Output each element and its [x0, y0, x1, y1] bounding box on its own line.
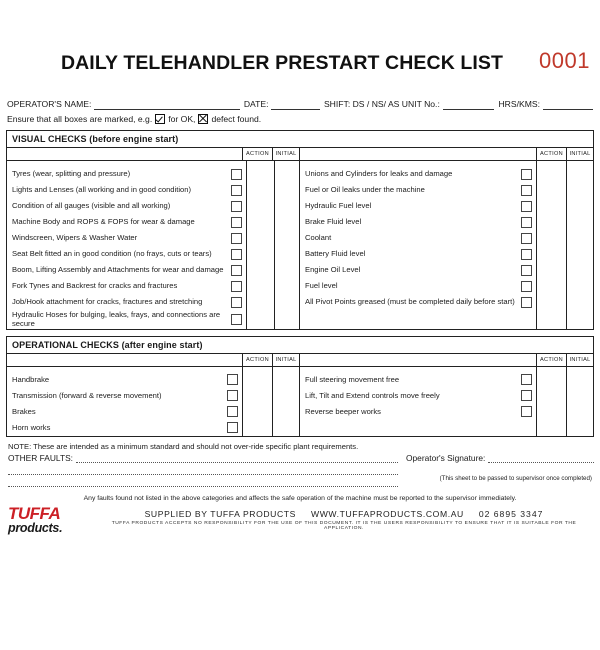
- action-column-header: ACTION: [536, 354, 566, 366]
- operational-checks-left-column: [7, 354, 300, 436]
- checklist-item-label: Lift, Tilt and Extend controls move freely: [305, 391, 440, 401]
- checklist-row: [7, 278, 246, 294]
- footer-disclaimer: TUFFA PRODUCTS ACCEPTS NO RESPONSIBILITY FOR THE USE OF THIS DOCUMENT. IT IS THE USERS RESPONSIBILITY TO ENSURE THAT IT IS SUITABLE FOR THE APPLICATION.: [111, 520, 577, 531]
- operational-right-items: [300, 367, 536, 436]
- other-faults-label: OTHER FAULTS:: [8, 452, 73, 463]
- visual-right-action-cell[interactable]: [536, 161, 566, 329]
- visual-check-checkbox[interactable]: [521, 185, 532, 196]
- logo-secondary-text: products.: [8, 520, 63, 535]
- supplied-by-text: SUPPLIED BY TUFFA PRODUCTS: [144, 508, 296, 519]
- checklist-row: [7, 246, 246, 262]
- visual-left-initial-cell[interactable]: [274, 161, 299, 329]
- initial-column-header: INITIAL: [272, 354, 299, 366]
- visual-check-checkbox[interactable]: [231, 169, 242, 180]
- checklist-item-label: All Pivot Points greased (must be completed daily before start): [305, 297, 515, 307]
- shift-unit-label: SHIFT: DS / NS/ AS UNIT No.:: [323, 99, 440, 109]
- checklist-row: [7, 198, 246, 214]
- checklist-item-label: Seat Belt fitted an in good condition (no frays, cuts or tears): [12, 249, 212, 259]
- hrs-kms-label: HRS/KMS:: [498, 99, 540, 109]
- checklist-item-label: Transmission (forward & reverse movement): [12, 391, 162, 401]
- checklist-item-label: Job/Hook attachment for cracks, fractures and stretching: [12, 297, 203, 307]
- checklist-item-label: Horn works: [12, 423, 51, 433]
- footer: [6, 505, 594, 535]
- checklist-item-label: Battery Fluid level: [305, 249, 366, 259]
- faults-and-signature-row: [6, 453, 594, 487]
- visual-left-action-cell[interactable]: [246, 161, 274, 329]
- visual-right-items: [300, 161, 536, 329]
- visual-check-checkbox[interactable]: [231, 185, 242, 196]
- initial-column-header: INITIAL: [566, 148, 593, 160]
- marking-instruction-row: [6, 114, 594, 124]
- checklist-row: [300, 230, 536, 246]
- operational-left-items: [7, 367, 242, 436]
- visual-check-checkbox[interactable]: [521, 217, 532, 228]
- tuffa-logo: [6, 505, 94, 535]
- cross-box-icon: [198, 114, 208, 124]
- date-label: DATE:: [243, 99, 269, 109]
- action-column-header: ACTION: [242, 354, 272, 366]
- visual-checks-right-column: [300, 148, 593, 329]
- checklist-item-label: Handbrake: [12, 375, 50, 385]
- ensure-prefix-text: Ensure that all boxes are marked, e.g.: [7, 114, 153, 124]
- checklist-item-label: Windscreen, Wipers & Washer Water: [12, 233, 138, 243]
- operational-checks-right-column: [300, 354, 593, 436]
- date-field[interactable]: [271, 98, 319, 110]
- minimum-standard-note: NOTE: These are intended as a minimum standard and should not over-ride specific plant requirements.: [8, 441, 359, 451]
- checklist-row: [300, 278, 536, 294]
- ensure-ok-text: for OK,: [168, 114, 196, 124]
- checklist-row: [300, 388, 536, 404]
- checklist-item-label: Hydraulic Fuel level: [305, 201, 372, 211]
- checklist-row: [7, 214, 246, 230]
- visual-checks-section: [6, 130, 594, 330]
- checklist-item-label: Lights and Lenses (all working and in good condition): [12, 185, 191, 195]
- footer-text-block: [94, 505, 594, 531]
- phone-text: 02 6895 3347: [478, 508, 544, 519]
- operational-right-column-headers: [300, 354, 593, 367]
- visual-checks-title: VISUAL CHECKS (before engine start): [7, 131, 593, 148]
- checklist-item-label: Hydraulic Hoses for bulging, leaks, frays, and connections are secure: [12, 310, 221, 329]
- other-faults-field-line3[interactable]: [8, 475, 398, 487]
- checklist-row: [300, 246, 536, 262]
- checklist-item-label: Brakes: [12, 407, 36, 417]
- checklist-item-label: Fork Tynes and Backrest for cracks and fractures: [12, 281, 178, 291]
- checklist-row: [300, 214, 536, 230]
- action-column-header: ACTION: [242, 148, 272, 160]
- operator-name-label: OPERATOR'S NAME:: [7, 99, 92, 109]
- operational-check-checkbox[interactable]: [227, 374, 238, 385]
- title-row: [6, 50, 594, 96]
- unlisted-faults-note: Any faults found not listed in the above categories and affects the safe operation of the machine must be reported to the supervisor immediately.: [83, 494, 517, 502]
- checklist-item-label: Reverse beeper works: [305, 407, 381, 417]
- checklist-row: [300, 372, 536, 388]
- checklist-row: [7, 294, 246, 310]
- checklist-item-label: Unions and Cylinders for leaks and damage: [305, 169, 453, 179]
- action-column-header: ACTION: [536, 148, 566, 160]
- checklist-item-label: Machine Body and ROPS & FOPS for wear & damage: [12, 217, 195, 227]
- checklist-item-label: Condition of all gauges (visible and all working): [12, 201, 171, 211]
- other-faults-line: [8, 453, 398, 463]
- initial-column-header: INITIAL: [566, 354, 593, 366]
- checklist-item-label: Coolant: [305, 233, 332, 243]
- operational-checks-body: [7, 354, 593, 436]
- operator-name-field[interactable]: [94, 98, 239, 110]
- sheet-handover-note: (This sheet to be passed to supervisor once completed): [439, 474, 592, 482]
- initial-column-header: INITIAL: [272, 148, 299, 160]
- operational-right-initial-cell[interactable]: [566, 367, 593, 436]
- checklist-row: [300, 294, 536, 310]
- logo-primary-text: TUFFA: [8, 503, 61, 523]
- checklist-row: [300, 182, 536, 198]
- website-text[interactable]: WWW.TUFFAPRODUCTS.COM.AU: [310, 508, 464, 519]
- visual-left-column-headers: [7, 148, 299, 161]
- visual-check-checkbox[interactable]: [231, 217, 242, 228]
- checklist-row: [7, 420, 242, 436]
- checklist-row: [7, 182, 246, 198]
- operator-info-row: [6, 98, 594, 110]
- operational-check-checkbox[interactable]: [521, 406, 532, 417]
- checklist-row: [300, 198, 536, 214]
- checklist-item-label: Full steering movement free: [305, 375, 400, 385]
- checklist-item-label: Engine Oil Level: [305, 265, 361, 275]
- visual-right-column-headers: [300, 148, 593, 161]
- operational-left-action-cell[interactable]: [242, 367, 272, 436]
- operational-checks-title: OPERATIONAL CHECKS (after engine start): [7, 337, 593, 354]
- page-title: DAILY TELEHANDLER PRESTART CHECK LIST: [60, 52, 504, 74]
- other-faults-block: [8, 453, 398, 487]
- visual-check-checkbox[interactable]: [231, 233, 242, 244]
- checklist-item-label: Fuel or Oil leaks under the machine: [305, 185, 425, 195]
- visual-check-checkbox[interactable]: [521, 265, 532, 276]
- checklist-item-label: Boom, Lifting Assembly and Attachments for wear and damage: [12, 265, 224, 275]
- checklist-row: [7, 310, 246, 329]
- signature-field[interactable]: [488, 453, 594, 463]
- visual-check-checkbox[interactable]: [521, 249, 532, 260]
- checkmark-box-icon: [155, 114, 165, 124]
- checklist-item-label: Brake Fluid level: [305, 217, 362, 227]
- signature-line: [406, 453, 594, 463]
- checklist-row: [7, 388, 242, 404]
- supplied-by-line: [94, 509, 594, 519]
- visual-right-initial-cell[interactable]: [566, 161, 593, 329]
- operational-check-checkbox[interactable]: [227, 406, 238, 417]
- checklist-row: [7, 404, 242, 420]
- checklist-item-label: Tyres (wear, splitting and pressure): [12, 169, 131, 179]
- visual-check-checkbox[interactable]: [231, 265, 242, 276]
- unit-number-field[interactable]: [443, 98, 495, 110]
- visual-check-checkbox[interactable]: [521, 201, 532, 212]
- operational-left-column-headers: [7, 354, 299, 367]
- signature-block: [398, 453, 594, 487]
- ensure-defect-text: defect found.: [211, 114, 262, 124]
- checklist-item-label: Fuel level: [305, 281, 338, 291]
- checklist-row: [7, 372, 242, 388]
- checklist-row: [300, 166, 536, 182]
- visual-check-checkbox[interactable]: [521, 233, 532, 244]
- visual-check-checkbox[interactable]: [231, 281, 242, 292]
- operational-right-action-cell[interactable]: [536, 367, 566, 436]
- visual-check-checkbox[interactable]: [231, 297, 242, 308]
- signature-label: Operator's Signature:: [406, 452, 486, 463]
- operational-check-checkbox[interactable]: [521, 374, 532, 385]
- operational-check-checkbox[interactable]: [227, 422, 238, 433]
- checklist-row: [7, 262, 246, 278]
- visual-check-checkbox[interactable]: [231, 249, 242, 260]
- operational-check-checkbox[interactable]: [227, 390, 238, 401]
- other-faults-field-line2[interactable]: [8, 463, 398, 475]
- visual-checks-body: [7, 148, 593, 329]
- checklist-row: [300, 262, 536, 278]
- visual-check-checkbox[interactable]: [231, 314, 242, 325]
- visual-check-checkbox[interactable]: [521, 169, 532, 180]
- operational-check-checkbox[interactable]: [521, 390, 532, 401]
- checklist-row: [7, 166, 246, 182]
- operational-left-initial-cell[interactable]: [272, 367, 299, 436]
- hrs-kms-field[interactable]: [543, 98, 593, 110]
- operational-checks-section: [6, 336, 594, 437]
- visual-check-checkbox[interactable]: [521, 297, 532, 308]
- visual-check-checkbox[interactable]: [521, 281, 532, 292]
- checklist-row: [300, 404, 536, 420]
- visual-left-items: [7, 161, 246, 329]
- visual-check-checkbox[interactable]: [231, 201, 242, 212]
- other-faults-field[interactable]: [76, 453, 398, 463]
- prestart-checklist-document: [0, 50, 600, 650]
- visual-checks-left-column: [7, 148, 300, 329]
- checklist-row: [7, 230, 246, 246]
- document-number: 0001: [539, 48, 590, 73]
